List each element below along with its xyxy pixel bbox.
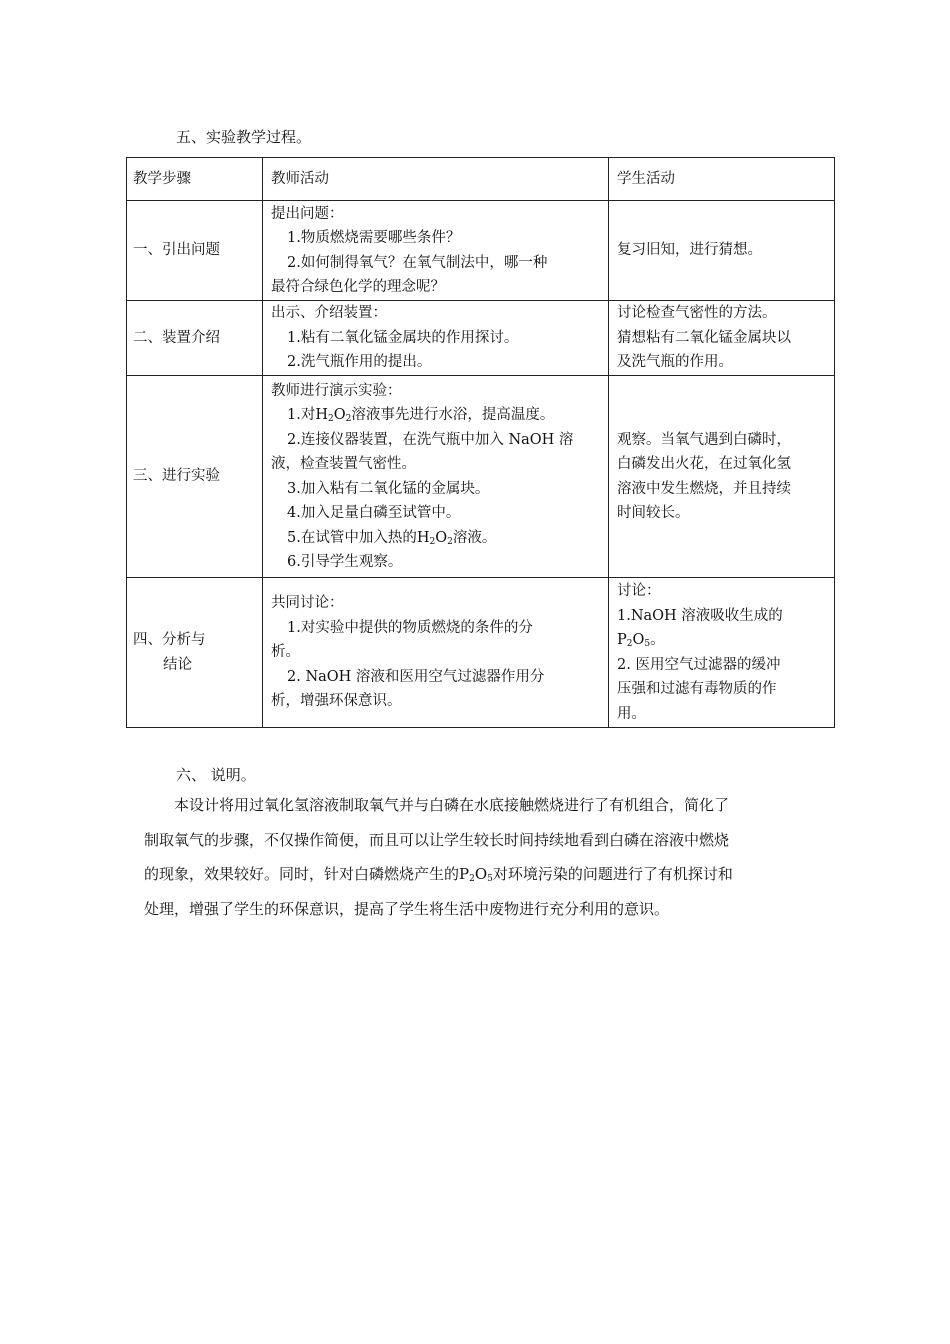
table-row xyxy=(127,201,835,301)
student-line: 讨论检查气密性的方法。 xyxy=(617,305,777,322)
header-step: 教学步骤 xyxy=(127,158,263,201)
student-line: 白磷发出火花，在过氧化氢 xyxy=(617,456,791,472)
section-5-heading: 五、实验教学过程。 xyxy=(176,128,312,146)
header-student: 学生活动 xyxy=(609,158,835,201)
student-cell xyxy=(609,578,835,728)
teacher-line: 1.物质燃烧需要哪些条件？ xyxy=(287,230,461,246)
paragraph-line: 处理，增强了学生的环保意识，提高了学生将生活中废物进行充分利用的意识。 xyxy=(144,899,670,918)
teacher-line: 液，检查装置气密性。 xyxy=(271,456,416,472)
student-line: 用。 xyxy=(617,705,646,722)
student-line: 2. 医用空气过滤器的缓冲 xyxy=(617,656,781,673)
teacher-line: 1.对$H_2O_2$溶液事先进行水浴，提高温度。 xyxy=(287,407,555,424)
teacher-line: 2.连接仪器装置，在洗气瓶中加入 NaOH 溶 xyxy=(287,431,574,448)
table-header-row xyxy=(127,158,835,201)
student-line: 溶液中发生燃烧，并且持续 xyxy=(617,480,791,497)
teacher-line: 5.在试管中加入热的$H_2O_2$溶液。 xyxy=(287,529,497,547)
teaching-process-table xyxy=(126,157,835,728)
section-6-heading: 六、 说明。 xyxy=(176,766,256,784)
table-row xyxy=(127,578,835,728)
student-cell xyxy=(609,201,835,301)
student-cell xyxy=(609,376,835,578)
teacher-line: 1.粘有二氧化锰金属块的作用探讨。 xyxy=(287,329,519,346)
student-line: 猜想粘有二氧化锰金属块以 xyxy=(617,329,791,346)
paragraph-line: 本设计将用过氧化氢溶液制取氧气并与白磷在水底接触燃烧进行了有机组合，简化了 xyxy=(174,796,730,814)
table-row xyxy=(127,376,835,578)
student-cell xyxy=(609,301,835,376)
teacher-line: 6.引导学生观察。 xyxy=(287,554,403,570)
student-line: $P_2O_5$。 xyxy=(617,632,665,649)
teacher-line: 析。 xyxy=(271,644,300,661)
student-line: 时间较长。 xyxy=(617,505,690,521)
student-line: 压强和过滤有毒物质的作 xyxy=(617,681,777,697)
student-line: 及洗气瓶的作用。 xyxy=(617,354,733,371)
student-line: 观察。当氧气遇到白磷时， xyxy=(617,431,791,448)
teacher-cell xyxy=(263,301,609,376)
paragraph-line: 制取氧气的步骤，不仅操作简便，而且可以让学生较长时间持续地看到白磷在溶液中燃烧 xyxy=(144,830,730,849)
step-line: 四、分析与 xyxy=(133,632,206,648)
student-line: 1.NaOH 溶液吸收生成的 xyxy=(617,607,783,624)
teacher-line: 最符合绿色化学的理念呢？ xyxy=(271,279,445,295)
step-cell: 二、装置介绍 xyxy=(127,301,263,376)
step-cell xyxy=(127,578,263,728)
teacher-line: 共同讨论： xyxy=(271,595,344,612)
teacher-line: 3.加入粘有二氧化锰的金属块。 xyxy=(287,480,490,497)
teacher-line: 1.对实验中提供的物质燃烧的条件的分 xyxy=(287,619,533,636)
teacher-cell xyxy=(263,376,609,578)
teacher-line: 4.加入足量白磷至试管中。 xyxy=(287,505,461,521)
teacher-cell xyxy=(263,578,609,728)
teacher-line: 出示、介绍装置： xyxy=(271,305,387,322)
teacher-cell xyxy=(263,201,609,301)
teacher-line: 2.洗气瓶作用的提出。 xyxy=(287,354,432,371)
paragraph-line: 的现象，效果较好。同时，针对白磷燃烧产生的$P_2O_5$对环境污染的问题进行了有机探讨和 xyxy=(144,865,733,884)
step-cell: 一、引出问题 xyxy=(127,201,263,301)
student-line: 复习旧知，进行猜想。 xyxy=(617,242,762,259)
student-line: 讨论： xyxy=(617,583,661,599)
teacher-line: 提出问题： xyxy=(271,205,344,222)
teacher-line: 2. NaOH 溶液和医用空气过滤器作用分 xyxy=(287,668,545,685)
teacher-line: 2.如何制得氧气？在氧气制法中，哪一种 xyxy=(287,254,548,271)
table-row xyxy=(127,301,835,376)
teacher-line: 析，增强环保意识。 xyxy=(271,693,402,710)
explanation-paragraph xyxy=(144,788,804,926)
step-cell: 三、进行实验 xyxy=(127,376,263,578)
header-teacher: 教师活动 xyxy=(263,158,609,201)
step-line: 结论 xyxy=(163,656,192,673)
teacher-line: 教师进行演示实验： xyxy=(271,382,402,399)
